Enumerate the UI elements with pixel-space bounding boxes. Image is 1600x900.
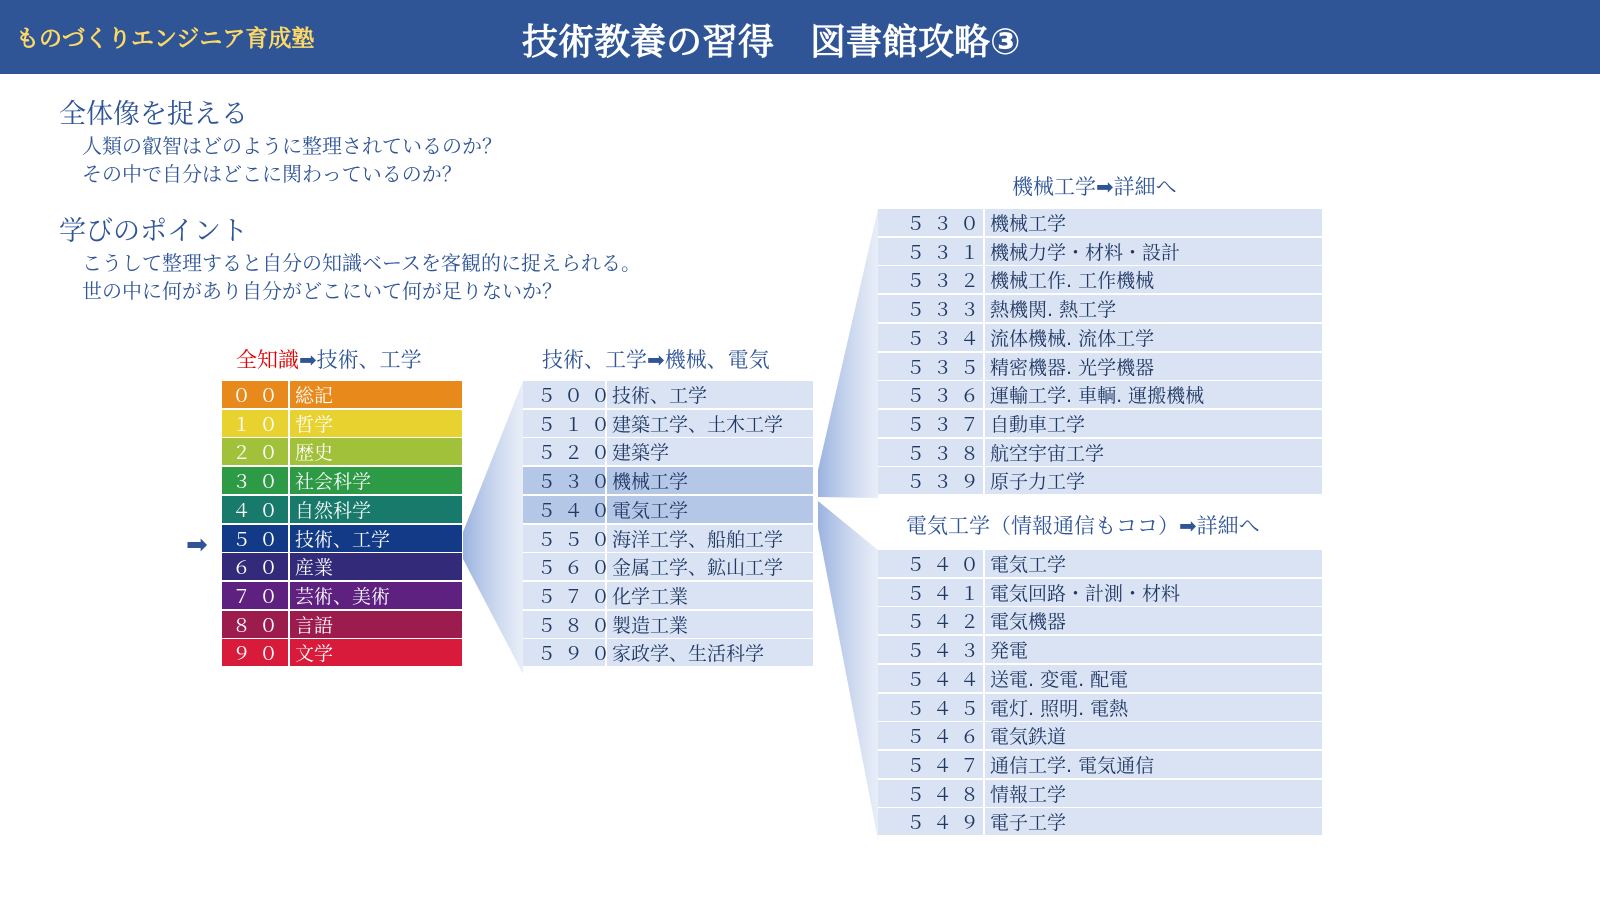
class-code: ５３７ (878, 410, 985, 437)
class-name: 電気工学 (612, 499, 689, 522)
connector-technology-to-detail (463, 381, 523, 674)
class-code: ８０ (222, 611, 290, 638)
class-code: ５３９ (878, 467, 985, 494)
class-name: 航空宇宙工学 (990, 442, 1105, 465)
class-name: 機械工作. 工作機械 (990, 270, 1155, 293)
class-code: ５４４ (878, 665, 985, 692)
table-row (878, 439, 1322, 466)
table-row (878, 550, 1322, 577)
class-name: 送電. 変電. 配電 (990, 668, 1129, 691)
table-row (222, 611, 462, 638)
table1-label-rest: ➡技術、工学 (299, 348, 422, 372)
table-row (523, 553, 813, 580)
intro-line: 世の中に何があり自分がどこにいて何が足りないか？ (82, 279, 562, 303)
class-name: 情報工学 (990, 783, 1067, 806)
class-name: 電灯. 照明. 電熱 (990, 697, 1129, 720)
table-row (523, 582, 813, 609)
table-row (222, 467, 462, 494)
table-row (222, 553, 462, 580)
class-code: ６０ (222, 553, 290, 580)
intro-heading-overview: 全体像を捉える (59, 99, 248, 130)
intro-line: その中で自分はどこに関わっているのか？ (82, 162, 462, 186)
class-code: ５４１ (878, 579, 985, 606)
table4-label: 電気工学（情報通信もココ）➡詳細へ (906, 514, 1260, 538)
class-name: 通信工学. 電気通信 (990, 754, 1155, 777)
class-code: ５４０ (523, 496, 607, 523)
class-name: 熱機関. 熱工学 (990, 299, 1117, 322)
class-code: ５３４ (878, 324, 985, 351)
class-code: ７０ (222, 582, 290, 609)
table-row (523, 381, 813, 408)
table-row (222, 496, 462, 523)
table-row (878, 751, 1322, 778)
table-row (878, 607, 1322, 634)
class-code: ５３３ (878, 295, 985, 322)
table-row (523, 410, 813, 437)
class-name: 自然科学 (295, 499, 372, 522)
table-row (878, 266, 1322, 293)
class-code: ５１０ (523, 410, 607, 437)
class-name: 電子工学 (990, 812, 1067, 835)
class-name: 芸術、美術 (295, 585, 391, 608)
table-row (878, 209, 1322, 236)
class-code: ５４６ (878, 722, 985, 749)
table-row (878, 467, 1322, 494)
table-row (222, 525, 462, 552)
brand-name: ものづくりエンジニア育成塾 (16, 26, 315, 52)
class-code: ５３０ (523, 467, 607, 494)
table-row (878, 324, 1322, 351)
class-code: ５３５ (878, 353, 985, 380)
class-code: ４０ (222, 496, 290, 523)
class-name: 機械工学 (612, 471, 689, 494)
table-row (222, 582, 462, 609)
connector-electrical-to-detail (818, 501, 878, 840)
slide-title: 技術教養の習得 図書館攻略③ (522, 22, 1021, 63)
table-row (878, 381, 1322, 408)
class-code: ５７０ (523, 582, 607, 609)
table-row (523, 496, 813, 523)
table-row (523, 525, 813, 552)
class-code: ５３８ (878, 439, 985, 466)
class-code: ５３６ (878, 381, 985, 408)
class-name: 機械力学・材料・設計 (990, 241, 1181, 264)
table-row (878, 808, 1322, 835)
table-row (878, 665, 1322, 692)
class-code: ５４２ (878, 607, 985, 634)
class-name: 化学工業 (612, 585, 689, 608)
class-code: ５５０ (523, 525, 607, 552)
class-code: ５００ (523, 381, 607, 408)
table-row (878, 238, 1322, 265)
class-name: 技術、工学 (612, 385, 708, 407)
class-code: ５２０ (523, 438, 607, 465)
class-code: ９０ (222, 639, 290, 666)
table-row (878, 295, 1322, 322)
class-name: 機械工学 (990, 213, 1067, 235)
class-name: 言語 (295, 614, 334, 637)
table-row (222, 410, 462, 437)
class-name: 家政学、生活科学 (612, 643, 765, 666)
table-row (523, 639, 813, 666)
class-name: 製造工業 (612, 614, 689, 637)
class-name: 自動車工学 (990, 413, 1086, 436)
class-name: 産業 (295, 557, 334, 580)
class-code: ５３２ (878, 266, 985, 293)
table-row (523, 611, 813, 638)
table-row (878, 722, 1322, 749)
class-name: 哲学 (295, 413, 334, 436)
class-name: 技術、工学 (295, 528, 391, 551)
table1-label-highlight: 全知識 (236, 348, 299, 372)
class-name: 建築工学、土木工学 (612, 413, 784, 436)
current-class-arrow-icon: ➡ (186, 530, 208, 560)
class-name: 精密機器. 光学機器 (990, 356, 1155, 379)
class-name: 海洋工学、船舶工学 (612, 528, 784, 551)
class-name: 運輸工学. 車輌. 運搬機械 (990, 385, 1205, 408)
table-row (878, 636, 1322, 663)
class-code: ５６０ (523, 553, 607, 580)
class-code: １０ (222, 410, 290, 437)
intro-line: 人類の叡智はどのように整理されているのか？ (82, 134, 502, 158)
class-code: ５４７ (878, 751, 985, 778)
intro-heading-points: 学びのポイント (59, 216, 248, 247)
class-name: 建築学 (612, 442, 670, 465)
class-name: 電気回路・計測・材料 (990, 582, 1181, 605)
class-name: 発電 (990, 640, 1029, 663)
class-code: ３０ (222, 467, 290, 494)
class-code: ００ (222, 381, 290, 408)
class-name: 流体機械. 流体工学 (990, 327, 1155, 350)
table-row (222, 381, 462, 408)
table-row (222, 438, 462, 465)
class-code: ２０ (222, 438, 290, 465)
table3-label: 機械工学➡詳細へ (1012, 175, 1177, 199)
class-code: ５３０ (878, 209, 985, 236)
class-name: 文学 (295, 643, 334, 666)
table-row (878, 353, 1322, 380)
class-code: ５０ (222, 525, 290, 552)
class-name: 電気鉄道 (990, 726, 1067, 749)
class-name: 原子力工学 (990, 471, 1086, 494)
class-name: 社会科学 (295, 471, 372, 494)
table1-label (236, 344, 422, 374)
class-name: 歴史 (295, 442, 334, 465)
table-row (523, 467, 813, 494)
table-row (523, 438, 813, 465)
class-name: 電気工学 (990, 554, 1067, 576)
class-code: ５４０ (878, 550, 985, 577)
class-code: ５４９ (878, 808, 985, 835)
class-code: ５４５ (878, 694, 985, 721)
table-row (222, 639, 462, 666)
table-row (878, 694, 1322, 721)
class-code: ５９０ (523, 639, 607, 666)
table-row (878, 410, 1322, 437)
class-code: ５４３ (878, 636, 985, 663)
class-name: 総記 (295, 385, 334, 407)
intro-line: こうして整理すると自分の知識ベースを客観的に捉えられる。 (82, 251, 641, 275)
class-code: ５８０ (523, 611, 607, 638)
class-name: 電気機器 (990, 611, 1067, 634)
class-code: ５３１ (878, 238, 985, 265)
table2-label: 技術、工学➡機械、電気 (542, 348, 770, 372)
class-code: ５４８ (878, 780, 985, 807)
connector-mechanical-to-detail (818, 209, 878, 498)
class-name: 金属工学、鉱山工学 (612, 557, 784, 580)
table-row (878, 579, 1322, 606)
table-row (878, 780, 1322, 807)
